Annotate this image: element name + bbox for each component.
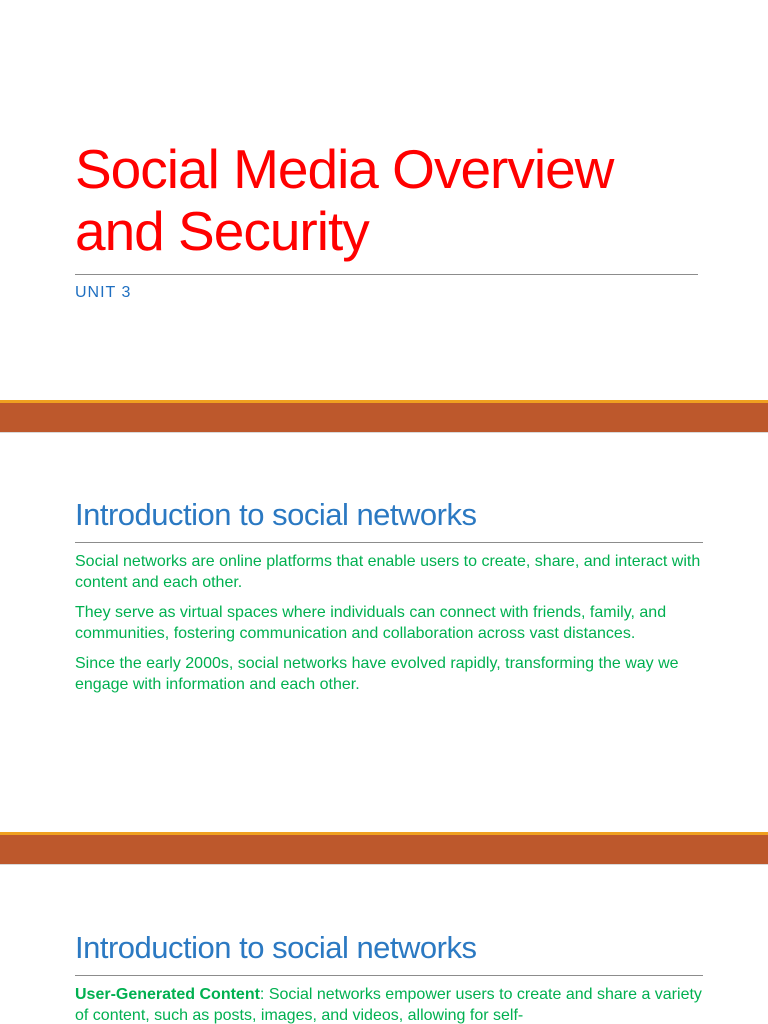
title-divider (75, 274, 698, 275)
body-paragraph: Social networks are online platforms that enable users to create, share, and interact with content and each other. (75, 553, 701, 591)
slide-body (75, 551, 703, 704)
slide-title: Social Media Overview and Security (75, 138, 614, 262)
body-paragraph (75, 984, 703, 1024)
heading-divider (75, 975, 703, 976)
slide-heading: Introduction to social networks (75, 930, 477, 965)
heading-divider (75, 542, 703, 543)
intro-slide-continued (0, 866, 768, 1024)
body-paragraph: Since the early 2000s, social networks have evolved rapidly, transforming the way we engage with information and each other. (75, 655, 679, 693)
term-description: : Social networks empower users to create and share a variety of content, such as posts, images, and videos, allowing for self- (75, 986, 702, 1024)
intro-slide (0, 433, 768, 832)
slide-subtitle: UNIT 3 (75, 284, 132, 301)
slide-body (75, 984, 703, 1024)
title-slide (0, 0, 768, 400)
slide-separator (0, 832, 768, 865)
slide-separator (0, 400, 768, 433)
body-paragraph: They serve as virtual spaces where individuals can connect with friends, family, and communities, fostering communication and collaboration across vast distances. (75, 604, 667, 642)
slide-heading: Introduction to social networks (75, 497, 477, 532)
bold-term: User-Generated Content (75, 986, 260, 1003)
